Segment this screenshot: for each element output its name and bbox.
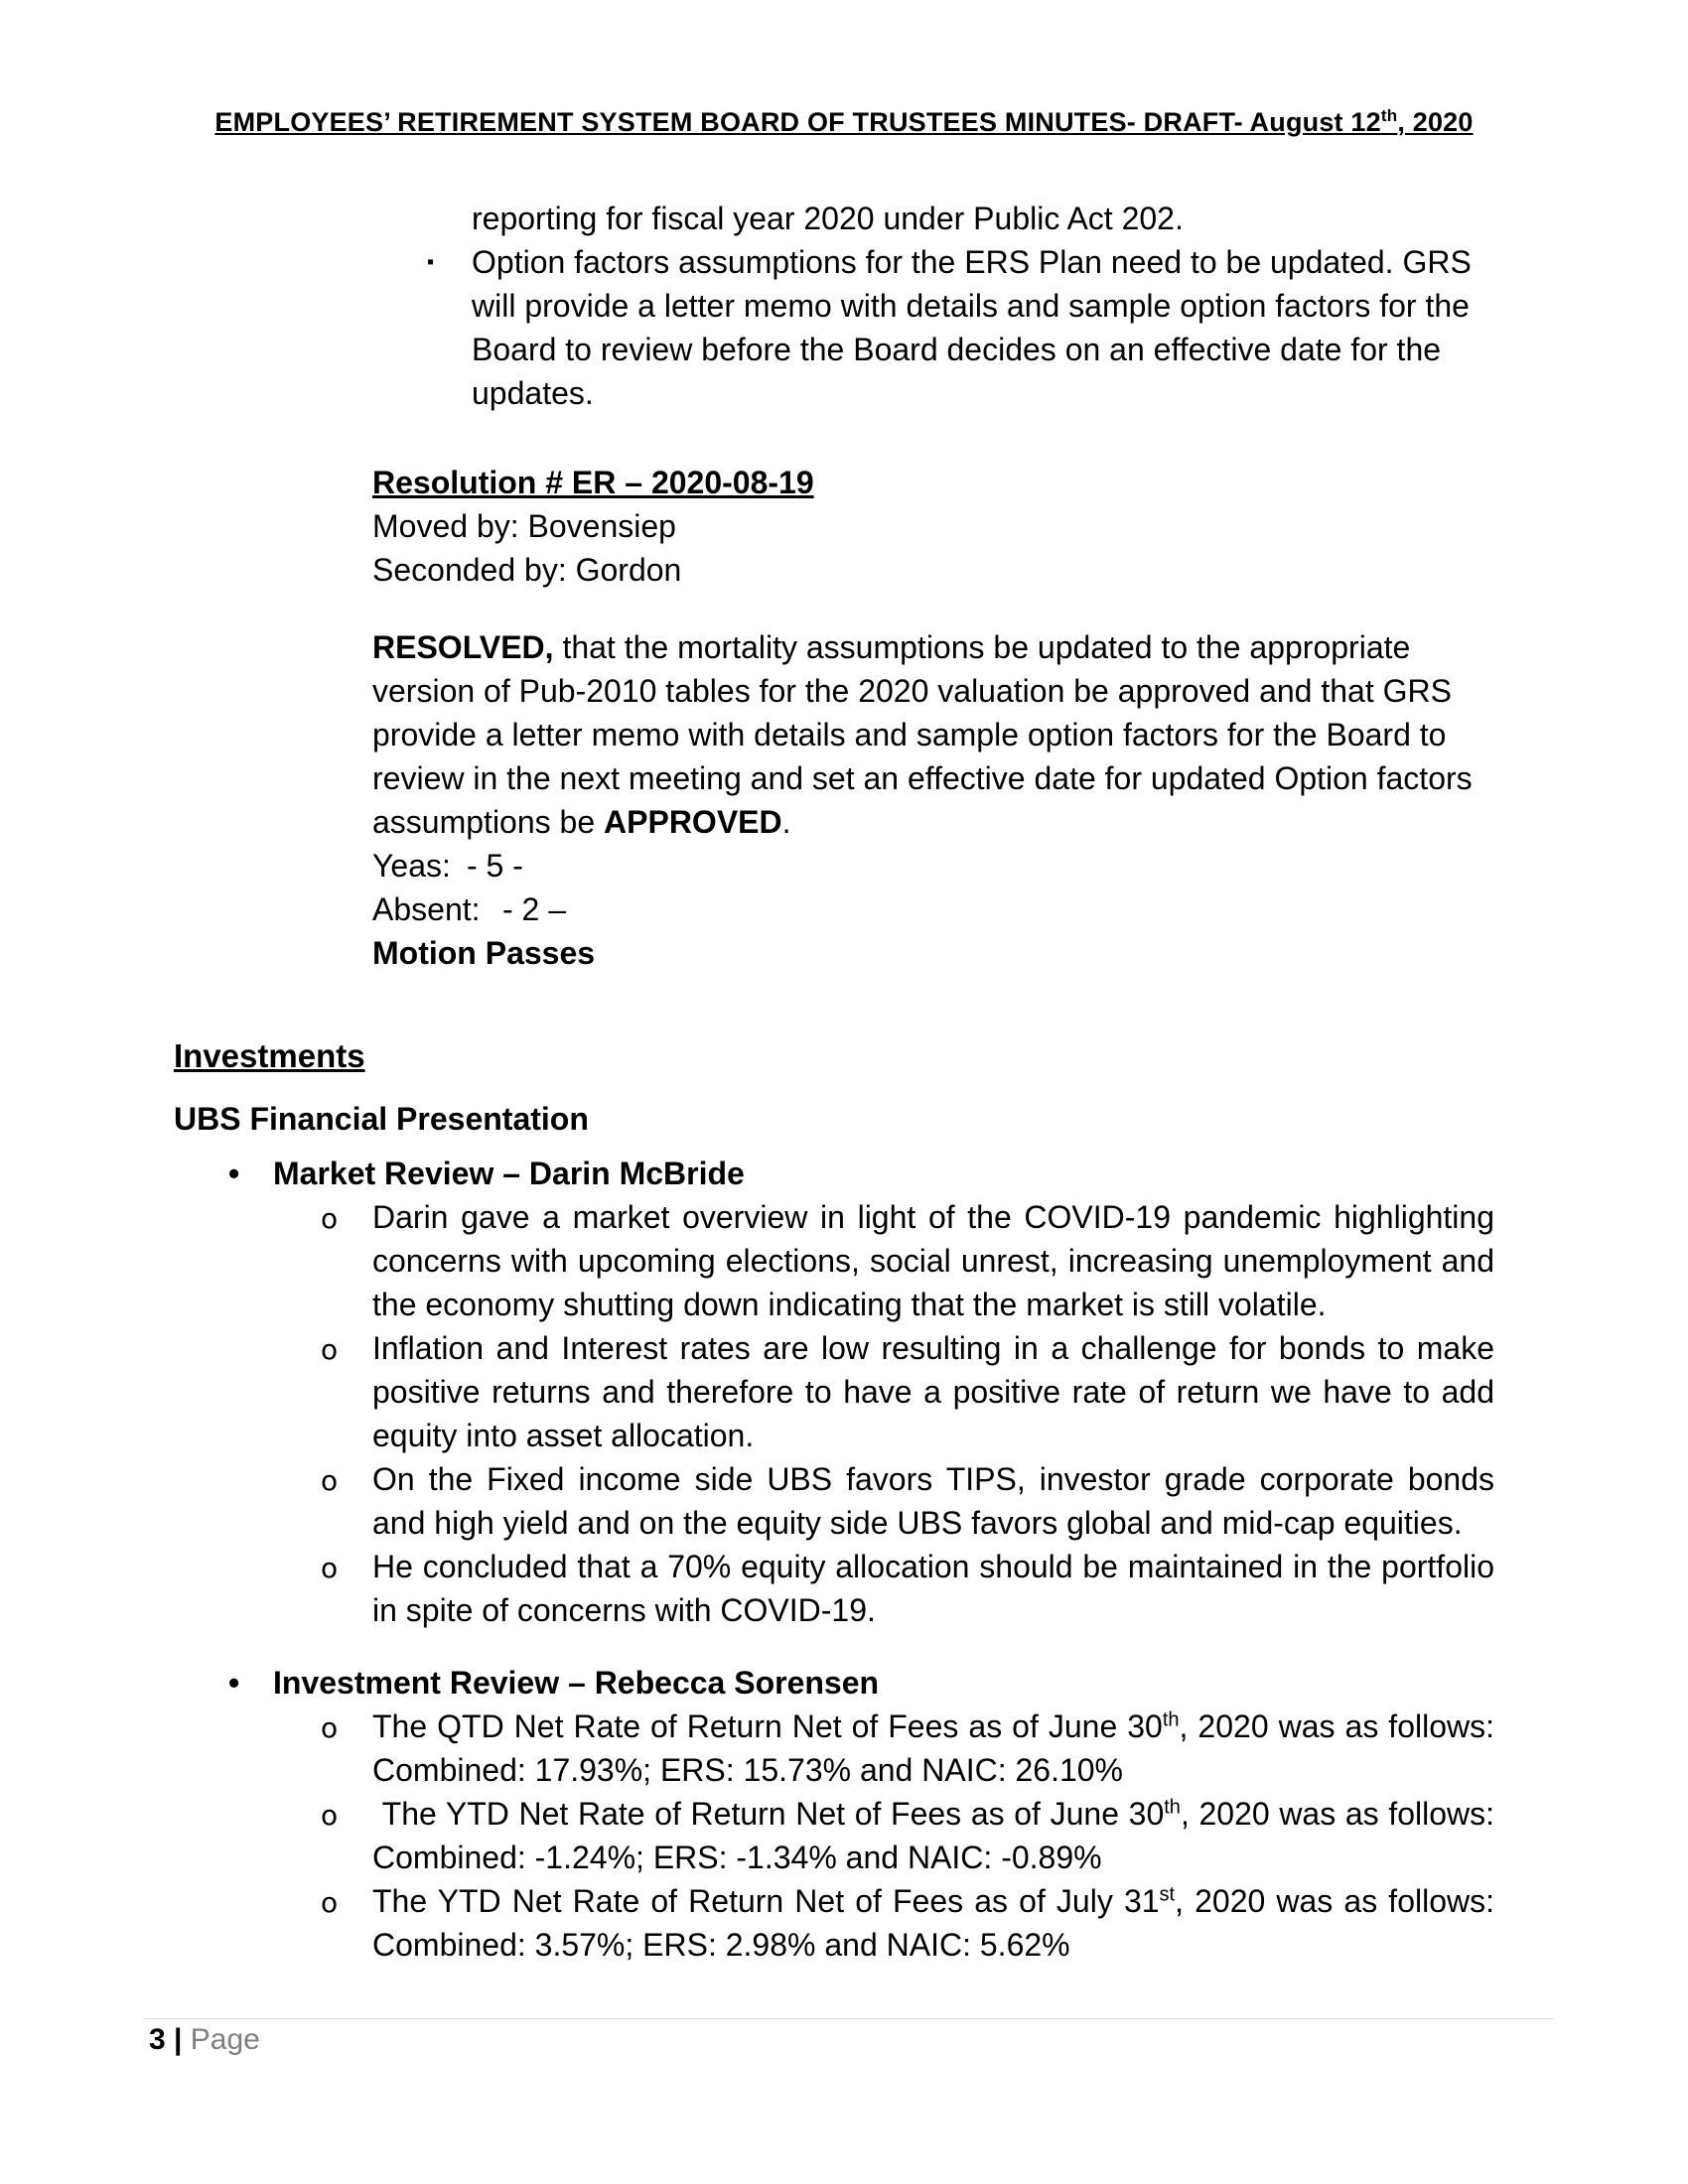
motion-result: Motion Passes [372,935,596,971]
investments-heading: Investments [174,1037,365,1074]
list-item-text: Darin gave a market overview in light of the COVID-19 pandemic highlighting concerns with upcoming elections, social unrest, increasing unemployment and the economy shutting down indicating that the market is still volatile. [372,1199,1494,1322]
yeas-line [372,844,1484,887]
circle-bullet-icon: o [321,1886,339,1919]
list-item [174,1457,1494,1545]
header-title: EMPLOYEES’ RETIREMENT SYSTEM BOARD OF TRUSTEES MINUTES- DRAFT- August 12 [214,107,1381,137]
approved-label: APPROVED [604,804,782,840]
page-header [0,106,1688,138]
list-item [174,1326,1494,1457]
list-item-text: Option factors assumptions for the ERS Plan need to be updated. GRS will provide a letter memo with details and sample option factors for the Board to review before the Board decides on an effective date for the updates. [472,244,1472,411]
list-item-text-pre: The YTD Net Rate of Return Net of Fees as of July 31 [372,1883,1160,1919]
header-title-sup: th [1380,106,1398,125]
circle-bullet-icon: o [321,1552,339,1584]
list-item [174,1792,1494,1879]
list-item-text-post: , 2020 was as follows: Combined: -1.24%; ERS: -1.34% and NAIC: -0.89% [372,1796,1495,1875]
resolution-block [372,461,1484,975]
list-item-text: Inflation and Interest rates are low resulting in a challenge for bonds to make positive returns and therefore to have a positive rate of return we have to add equity into asset allocation. [372,1330,1494,1453]
resolved-text: that the mortality assumptions be updated to the appropriate version of Pub-2010 tables for the 2020 valuation be approved and that GRS provide a letter memo with details and sample option factors for the Board to review in the next meeting and set an effective date for updated Option factors assumptions be [372,629,1473,840]
absent-line [372,887,1484,931]
list-item-text-sup: st [1159,1883,1176,1906]
absent-value: - 2 – [502,891,567,927]
market-review-title-text: Market Review – Darin McBride [273,1156,745,1191]
page-label: Page [190,2023,260,2056]
list-item-text-pre: The QTD Net Rate of Return Net of Fees as of June 30 [372,1708,1163,1744]
investment-review-list [174,1705,1494,1967]
square-bullet-icon: ▪ [427,251,435,273]
list-item-text-sup: th [1162,1708,1180,1731]
resolved-label: RESOLVED, [372,629,554,665]
yeas-label: Yeas: [372,848,451,884]
market-review-title [174,1152,1494,1195]
resolved-paragraph [372,625,1484,844]
list-item-text-sup: th [1164,1796,1181,1819]
list-item-text-post: , 2020 was as follows: Combined: 3.57%; ERS: 2.98% and NAIC: 5.62% [372,1883,1495,1963]
list-item [427,240,1484,415]
list-item [174,1195,1494,1326]
list-item [174,1545,1494,1632]
continued-line: reporting for fiscal year 2020 under Public Act 202. [472,201,1184,236]
bullet-dot-icon: • [228,1156,240,1191]
continued-section [427,197,1484,415]
circle-bullet-icon: o [321,1799,339,1832]
investment-review-title [174,1661,1494,1705]
seconded-by: Seconded by: Gordon [372,552,682,588]
page-separator: | [174,2023,183,2056]
list-item [174,1705,1494,1792]
circle-bullet-icon: o [321,1464,339,1497]
bullet-dot-icon: • [228,1665,240,1701]
list-item-text-pre: The YTD Net Rate of Return Net of Fees as of June 30 [372,1796,1165,1832]
circle-bullet-icon: o [321,1333,339,1366]
ubs-subheading: UBS Financial Presentation [174,1101,589,1137]
market-review-list [174,1195,1494,1632]
list-item-text: He concluded that a 70% equity allocation should be maintained in the portfolio in spite of concerns with COVID-19. [372,1549,1494,1628]
list-item-text-post: , 2020 was as follows: Combined: 17.93%; ERS: 15.73% and NAIC: 26.10% [372,1708,1495,1788]
list-item [174,1879,1494,1967]
circle-bullet-icon: o [321,1202,339,1235]
market-review-section [174,1152,1494,1632]
investment-review-title-text: Investment Review – Rebecca Sorensen [273,1665,880,1701]
footer-divider [144,2018,1554,2019]
resolution-title: Resolution # ER – 2020-08-19 [372,465,814,500]
square-bullet-list [427,240,1484,415]
absent-label: Absent: [372,891,481,927]
header-title-end: , 2020 [1397,107,1474,137]
yeas-value: - 5 - [467,848,523,884]
moved-by: Moved by: Bovensiep [372,508,676,544]
page-footer [149,2023,260,2057]
circle-bullet-icon: o [321,1711,339,1744]
list-item-text: On the Fixed income side UBS favors TIPS, investor grade corporate bonds and high yield and on the equity side UBS favors global and mid-cap equities. [372,1461,1494,1541]
investment-review-section [174,1661,1494,1967]
page-number: 3 [149,2023,166,2056]
approved-end: . [781,804,791,840]
